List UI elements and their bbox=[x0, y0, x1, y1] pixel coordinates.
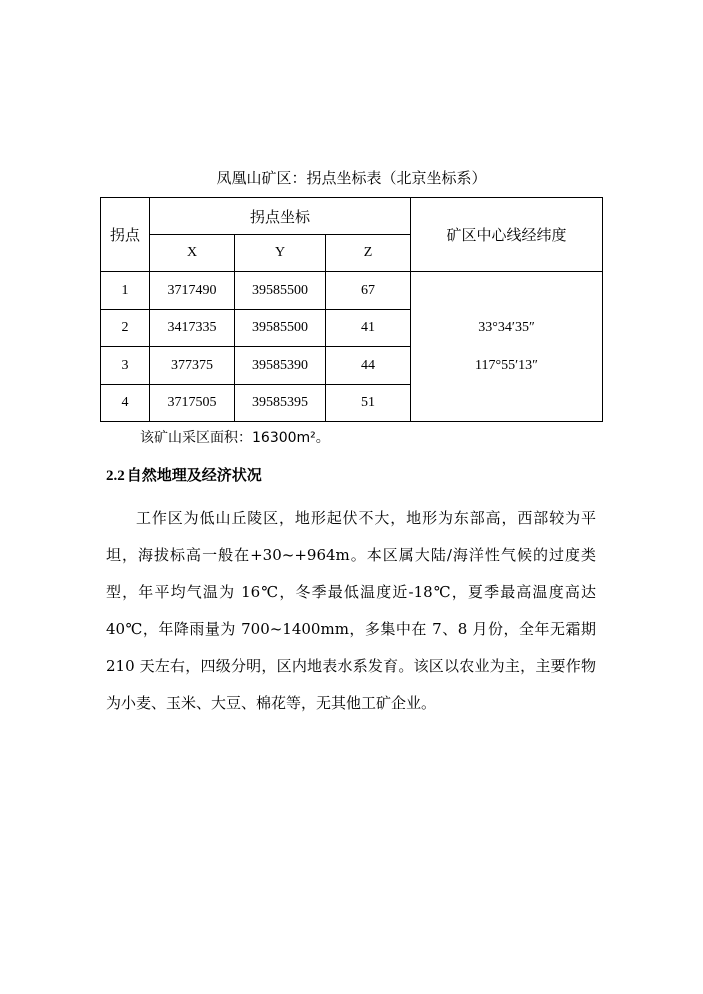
cell-z: 51 bbox=[326, 385, 411, 422]
center-coordinates bbox=[411, 272, 603, 422]
section-heading bbox=[106, 465, 262, 486]
cell-x: 3717505 bbox=[150, 385, 235, 422]
section-paragraph: 工作区为低山丘陵区，地形起伏不大，地形为东部高，西部较为平坦，海拔标高一般在+30~+964m。本区属大陆/海洋性气候的过度类型，年平均气温为 16℃，冬季最低温度近-18℃，夏季最高温度高达 40℃，年降雨量为 700~1400mm，多集中在 7、8 月份，全年无霜期 210 天左右，四级分明，区内地表水系发育。该区以农业为主，主要作物为小麦、玉米、大豆、棉花等，无其他工矿企业。 bbox=[106, 509, 596, 712]
cell-z: 41 bbox=[326, 310, 411, 347]
section-title: 自然地理及经济状况 bbox=[126, 466, 262, 484]
cell-y: 39585395 bbox=[235, 385, 326, 422]
cell-x: 3717490 bbox=[150, 272, 235, 310]
table-header-row bbox=[101, 198, 603, 235]
cell-x: 377375 bbox=[150, 347, 235, 385]
header-y: Y bbox=[235, 235, 326, 272]
center-longitude: 117°55′13″ bbox=[475, 357, 539, 373]
table-caption: 凤凰山矿区：拐点坐标表（北京坐标系） bbox=[216, 169, 487, 187]
header-point: 拐点 bbox=[101, 198, 150, 272]
mining-area-note: 该矿山采区面积：16300m²。 bbox=[140, 430, 330, 446]
cell-x: 3417335 bbox=[150, 310, 235, 347]
header-coord-group: 拐点坐标 bbox=[150, 198, 411, 235]
cell-point: 3 bbox=[101, 347, 150, 385]
cell-z: 44 bbox=[326, 347, 411, 385]
section-number: 2.2 bbox=[106, 468, 125, 484]
cell-y: 39585500 bbox=[235, 272, 326, 310]
coordinate-table bbox=[100, 197, 603, 422]
cell-point: 2 bbox=[101, 310, 150, 347]
center-latitude: 33°34′35″ bbox=[478, 319, 535, 335]
cell-point: 4 bbox=[101, 385, 150, 422]
cell-point: 1 bbox=[101, 272, 150, 310]
cell-z: 67 bbox=[326, 272, 411, 310]
header-center: 矿区中心线经纬度 bbox=[411, 198, 603, 272]
cell-y: 39585390 bbox=[235, 347, 326, 385]
header-x: X bbox=[150, 235, 235, 272]
table-row bbox=[101, 272, 603, 310]
header-z: Z bbox=[326, 235, 411, 272]
cell-y: 39585500 bbox=[235, 310, 326, 347]
